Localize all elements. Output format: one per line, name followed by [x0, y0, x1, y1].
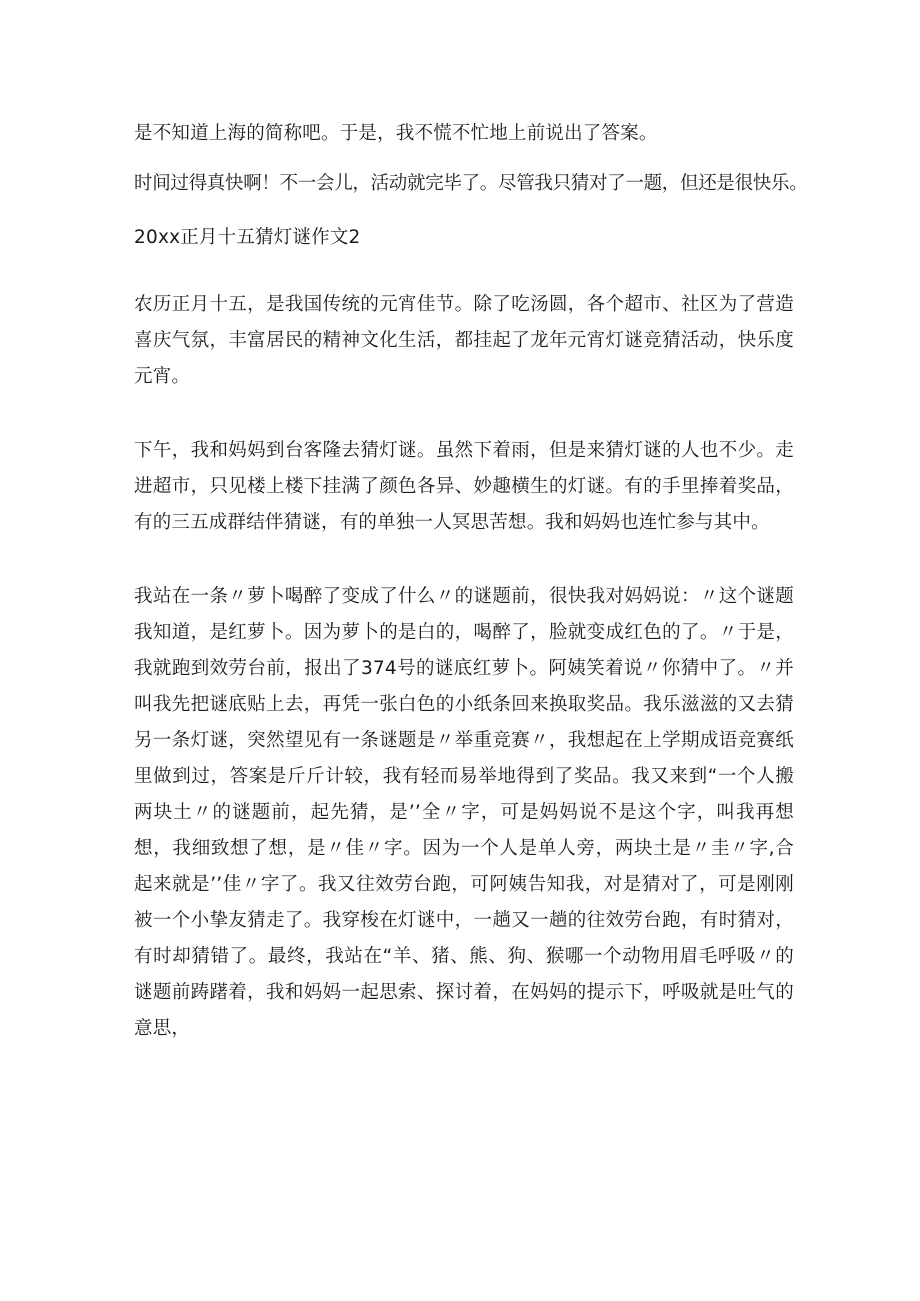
paragraph-1: 农历正月十五，是我国传统的元宵佳节。除了吃汤圆，各个超市、社区为了营造喜庆气氛，丰富居民的精神文化生活，都挂起了龙年元宵灯谜竞猜活动，快乐度元宵。 [134, 294, 794, 387]
paragraph-3: 我站在一条〃萝卜喝醉了变成了什么〃的谜题前，很快我对妈妈说：〃这个谜题我知道，是红萝卜。因为萝卜的是白的，喝醉了，脸就变成红色的了。〃于是，我就跑到效劳台前，报出了374号的谜底红萝卜。阿姨笑着说〃你猜中了。〃并叫我先把谜底贴上去，再凭一张白色的小纸条回来换取奖品。我乐滋滋的又去猜另一条灯谜，突然望见有一条谜题是〃举重竞赛〃，我想起在上学期成语竞赛纸里做到过，答案是斤斤计较，我有轻而易举地得到了奖品。我又来到“一个人搬两块土〃的谜题前，起先猜，是’’全〃字，可是妈妈说不是这个字，叫我再想想，我细致想了想，是〃佳〃字。因为一个人是单人旁，两块土是〃圭〃字,合起来就是’’佳〃字了。我又往效劳台跑，可阿姨告知我，对是猜对了，可是刚刚被一个小挚友猜走了。我穿梭在灯谜中，一趟又一趟的往效劳台跑，有时猜对，有时却猜错了。最终，我站在“羊、猪、熊、狗、猴哪一个动物用眉毛呼吸〃的谜题前踌躇着，我和妈妈一起思索、探讨着，在妈妈的提示下，呼吸就是吐气的意思， [134, 586, 794, 1039]
paragraph-2: 下午，我和妈妈到台客隆去猜灯谜。虽然下着雨，但是来猜灯谜的人也不少。走进超市，只见楼上楼下挂满了颜色各异、妙趣横生的灯谜。有的手里捧着奖品，有的三五成群结伴猜谜，有的单独一人冥思苦想。我和妈妈也连忙参与其中。 [134, 440, 794, 533]
section-title: 20xx正月十五猜灯谜作文2 [134, 227, 361, 248]
intro-line-1: 是不知道上海的简称吧。于是，我不慌不忙地上前说出了答案。 [134, 123, 658, 144]
intro-line-2: 时间过得真快啊！不一会儿，活动就完毕了。尽管我只猜对了一题，但还是很快乐。 [134, 173, 808, 194]
